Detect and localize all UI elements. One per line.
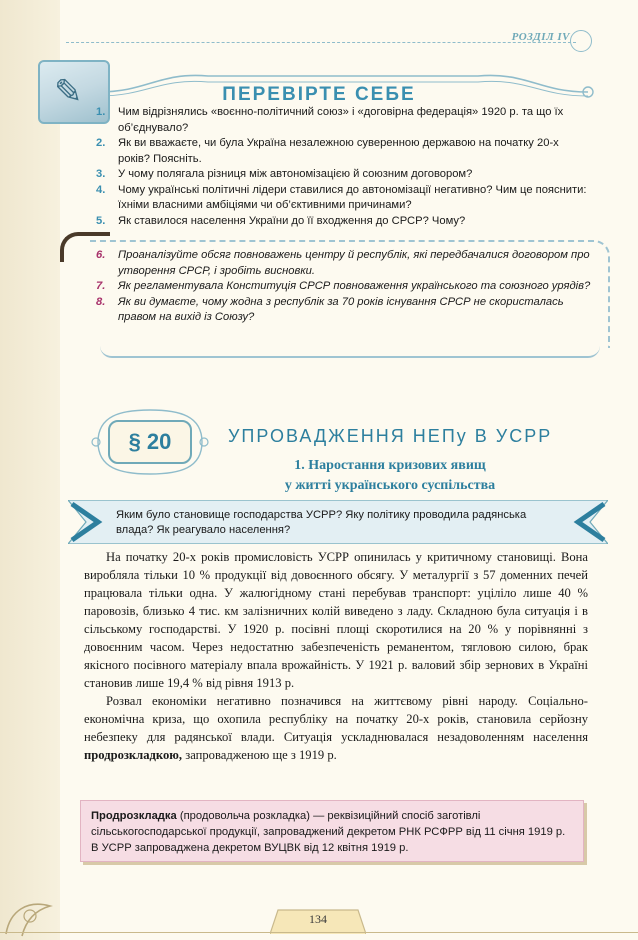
question-list-part2 [96, 248, 592, 326]
banner-question-text: Яким було становище господарства УСРР? Яку політику проводила радянська влада? Як реагувало населення? [116, 509, 527, 536]
question-number: 4. [96, 183, 106, 196]
floral-ornament-icon [0, 880, 60, 940]
footer-divider [0, 932, 638, 940]
list-item [96, 279, 592, 295]
question-text: Як ви вважаєте, чи була Україна незалежною суверенною державою на початку 20-х років? Поясніть. [118, 137, 559, 165]
paragraph-badge [90, 404, 210, 480]
question-number: 5. [96, 214, 106, 227]
swirl-ornament-icon [570, 30, 592, 52]
question-text: Як регламентувала Конституція СРСР повноваження українського та союзного урядів? [118, 280, 591, 292]
list-item [96, 248, 592, 279]
subsection-title-line1: 1. Наростання кризових явищ [294, 458, 486, 473]
book-scene-icon: ✎ [54, 73, 83, 111]
question-list-part1 [96, 105, 592, 229]
question-text: Чим відрізнялись «воєнно-політичний союз» і «договірна федерація» 1920 р. та що їх об’єднувало? [118, 106, 564, 134]
section-label: РОЗДІЛ IV [511, 31, 570, 43]
question-text: У чому полягала різниця між автономізацією й союзним договором? [118, 168, 473, 180]
question-text: Чому українські політичні лідери ставилися до автономізації негативно? Чим це пояснити: їхніми власними амбіціями чи об’єктивними причинами? [118, 183, 587, 211]
question-banner [68, 500, 608, 544]
definition-term: Продрозкладка [91, 810, 177, 822]
list-item [96, 183, 592, 214]
body-paragraph-1: На початку 20-х років промисловість УСРР опинилась у критичному становищі. Вона виробляла тільки 10 % продукції від довоєнного обсягу. У металургії з 57 доменних печей працювала тільки одна. У жалюгідному стані перебував транспорт: уціліло лише 40 % паровозів, близько 4 тис. км залізничних колій виведено з ладу. Складною була ситуація і в сільському господарстві. У 1920 р. посівні площі скоротилися на 20 % у порівнянні з довоєнним часом. Через недостатню забезпеченість реманентом, тягловою силою, брак якісного посівного матеріалу впала врожайність. У 1921 р. валовий збір зернових в Україні становив лише 19,4 % від рівня 1913 р. [84, 550, 588, 690]
list-item [96, 105, 592, 136]
definition-text: (продовольча розкладка) — реквізиційний спосіб заготівлі сільськогосподарської продукції, запроваджений декретом РНК РСФРР від 11 січня 1919 р. В УСРР запроваджена декретом ВУЦВК від 12 квітня 1919 р. [91, 810, 566, 854]
body-text [84, 548, 588, 764]
subsection-title-line2: у житті українського суспільства [284, 478, 496, 493]
list-item [96, 136, 592, 167]
question-number: 1. [96, 106, 106, 118]
body-paragraph-2 [84, 692, 588, 764]
check-yourself-title: ПЕРЕВІРТЕ СЕБЕ [222, 84, 416, 105]
question-text: Як ви думаєте, чому жодна з республік за 70 років існування СРСР не скористалась правом на вихід із Союзу? [118, 295, 564, 323]
question-number: 3. [96, 168, 106, 180]
header-divider [66, 42, 576, 43]
paragraph-title: УПРОВАДЖЕННЯ НЕПу В УСРР [228, 426, 553, 446]
question-text: Як ставилося населення України до її входження до СРСР? Чому? [118, 214, 466, 227]
question-number: 2. [96, 137, 106, 149]
p2-bold-term: продрозкладкою, [84, 748, 183, 762]
subsection-title [220, 456, 560, 496]
p2-end: запровадженою ще з 1919 р. [182, 748, 337, 762]
part2-frame-bottom [100, 346, 600, 358]
p2-start: Розвал економіки негативно позначився на життєвому рівні народу. Соціально-економічна криза, що охопила республіку на початку 20-х років, становила серйозну небезпеку для радянської влади. Ситуація ускладнювалася незадоволенням населення [84, 694, 588, 744]
question-number: 6. [96, 249, 106, 261]
paragraph-number: § 20 [108, 420, 192, 464]
question-number: 8. [96, 295, 106, 308]
left-decorative-strip [0, 0, 60, 940]
page-number: 134 [309, 912, 327, 926]
list-item [96, 295, 592, 326]
list-item [96, 214, 592, 230]
list-item [96, 167, 592, 183]
definition-box [80, 800, 584, 862]
question-text: Проаналізуйте обсяг повноважень центру й республік, які передбачалися договором про утворення СРСР, і зробіть висновки. [118, 249, 590, 277]
question-number: 7. [96, 280, 106, 292]
